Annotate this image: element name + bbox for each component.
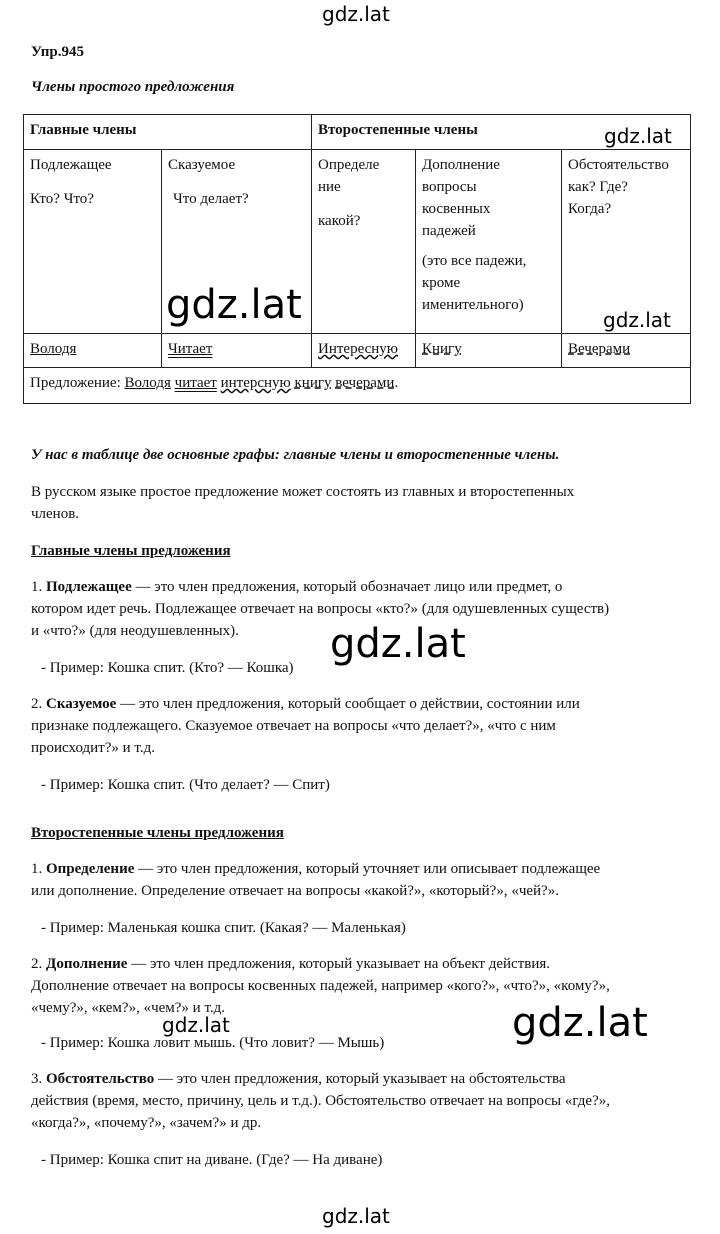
text: — это член предложения, который уточняет или описывает подлежащее — [134, 861, 601, 877]
object-name: Дополнение — [422, 157, 500, 173]
object-cell — [416, 150, 562, 334]
sentence-word: вечерами — [335, 375, 395, 391]
sentence-word: интерсную — [220, 375, 291, 391]
paragraph-line: признаке подлежащего. Сказуемое отвечает на вопросы «что делает?», «что с ним — [31, 718, 556, 734]
secondary-members-header: Второстепенные члены — [312, 115, 691, 150]
example-adverbial — [562, 334, 691, 368]
predicate-name: Сказуемое — [168, 157, 236, 173]
main-members-section: Главные члены предложения — [31, 543, 231, 559]
watermark: gdz.lat — [604, 124, 672, 148]
term: Определение — [46, 861, 135, 877]
paragraph-line: «когда?», «почему?», «зачем?» и др. — [31, 1115, 262, 1131]
example-subject-word: Володя — [30, 341, 77, 357]
adverbial-desc: Когда? — [568, 201, 612, 217]
example-predicate-word: Читает — [168, 341, 213, 357]
attribute-definition — [31, 858, 691, 880]
subject-question: Кто? Что? — [30, 191, 94, 207]
item-number: 1. — [31, 579, 46, 595]
example-attribute — [312, 334, 416, 368]
adverbial-definition — [31, 1068, 691, 1090]
example-line: - Пример: Кошка спит. (Кто? — Кошка) — [41, 660, 294, 676]
attribute-name-2: ние — [318, 179, 341, 195]
sentence-end: . — [394, 375, 399, 391]
paragraph-line: В русском языке простое предложение может состоять из главных и второстепенных — [31, 484, 575, 500]
text: — это член предложения, который указывает на объект действия. — [127, 956, 551, 972]
text: — это член предложения, который обозначает лицо или предмет, о — [131, 579, 563, 595]
predicate-cell — [162, 150, 312, 334]
watermark: gdz.lat — [322, 2, 390, 26]
term: Подлежащее — [46, 579, 132, 595]
example-object-word: Книгу — [422, 341, 462, 357]
attribute-name-1: Определе — [318, 157, 380, 173]
exercise-title: Упр.945 — [31, 44, 85, 60]
paragraph-line: действия (время, место, причину, цель и т.д.). Обстоятельство отвечает на вопросы «где?», — [31, 1093, 610, 1109]
exercise-subtitle: Члены простого предложения — [31, 79, 235, 95]
item-number: 2. — [31, 696, 46, 712]
predicate-question: Что делает? — [173, 191, 249, 207]
item-number: 3. — [31, 1071, 46, 1087]
watermark: gdz.lat — [322, 1204, 390, 1228]
object-note: кроме — [422, 275, 461, 291]
example-attribute-word: Интересную — [318, 341, 398, 357]
example-line: - Пример: Кошка спит на диване. (Где? — На диване) — [41, 1152, 383, 1168]
watermark: gdz.lat — [512, 1000, 648, 1046]
watermark: gdz.lat — [166, 282, 302, 328]
object-definition — [31, 953, 691, 975]
subject-cell — [24, 150, 162, 334]
sentence-label: Предложение: — [30, 375, 121, 391]
subject-definition — [31, 576, 691, 598]
object-note: именительного) — [422, 297, 524, 313]
example-line: - Пример: Маленькая кошка спит. (Какая? — Маленькая) — [41, 920, 406, 936]
item-number: 1. — [31, 861, 46, 877]
secondary-members-section: Второстепенные члены предложения — [31, 825, 284, 841]
attribute-cell — [312, 150, 416, 334]
example-line: - Пример: Кошка ловит мышь. (Что ловит? — Мышь) — [41, 1035, 385, 1051]
example-adverbial-word: Вечерами — [568, 341, 631, 357]
sentence-word: книгу — [294, 375, 332, 391]
example-subject — [24, 334, 162, 368]
paragraph-line: котором идет речь. Подлежащее отвечает на вопросы «кто?» (для одушевленных существ) — [31, 601, 610, 617]
sentence-word: Володя — [124, 375, 171, 391]
subject-name: Подлежащее — [30, 157, 112, 173]
example-predicate — [162, 334, 312, 368]
term: Сказуемое — [46, 696, 117, 712]
term: Дополнение — [46, 956, 128, 972]
watermark: gdz.lat — [162, 1013, 230, 1037]
text: — это член предложения, который указывает на обстоятельства — [154, 1071, 566, 1087]
paragraph-line: происходит?» и т.д. — [31, 740, 155, 756]
text: — это член предложения, который сообщает о действии, состоянии или — [116, 696, 580, 712]
predicate-definition — [31, 693, 691, 715]
paragraph-line: и «что?» (для неодушевленных). — [31, 623, 239, 639]
example-line: - Пример: Кошка спит. (Что делает? — Спит) — [41, 777, 330, 793]
paragraph-line: «чему?», «кем?», «чем?» и т.д. — [31, 1000, 226, 1016]
adverbial-cell — [562, 150, 691, 334]
watermark: gdz.lat — [603, 308, 671, 332]
paragraph-line: Дополнение отвечает на вопросы косвенных падежей, например «кого?», «что?», «кому?», — [31, 978, 610, 994]
item-number: 2. — [31, 956, 46, 972]
example-object — [416, 334, 562, 368]
main-members-header: Главные члены — [24, 115, 312, 150]
sentence-word: читает — [174, 375, 217, 391]
adverbial-desc: как? Где? — [568, 179, 628, 195]
attribute-question: какой? — [318, 213, 361, 229]
object-note: (это все падежи, — [422, 253, 527, 269]
paragraph-line: или дополнение. Определение отвечает на вопросы «какой?», «который?», «чей?». — [31, 883, 559, 899]
object-desc: косвенных — [422, 201, 491, 217]
watermark: gdz.lat — [330, 621, 466, 667]
adverbial-name: Обстоятельство — [568, 157, 669, 173]
paragraph-line: членов. — [31, 506, 80, 522]
sentence-row — [24, 368, 691, 404]
object-desc: падежей — [422, 223, 476, 239]
object-desc: вопросы — [422, 179, 477, 195]
intro-text: У нас в таблице две основные графы: главные члены и второстепенные члены. — [31, 447, 560, 463]
term: Обстоятельство — [46, 1071, 155, 1087]
sentence-members-table — [23, 114, 691, 404]
